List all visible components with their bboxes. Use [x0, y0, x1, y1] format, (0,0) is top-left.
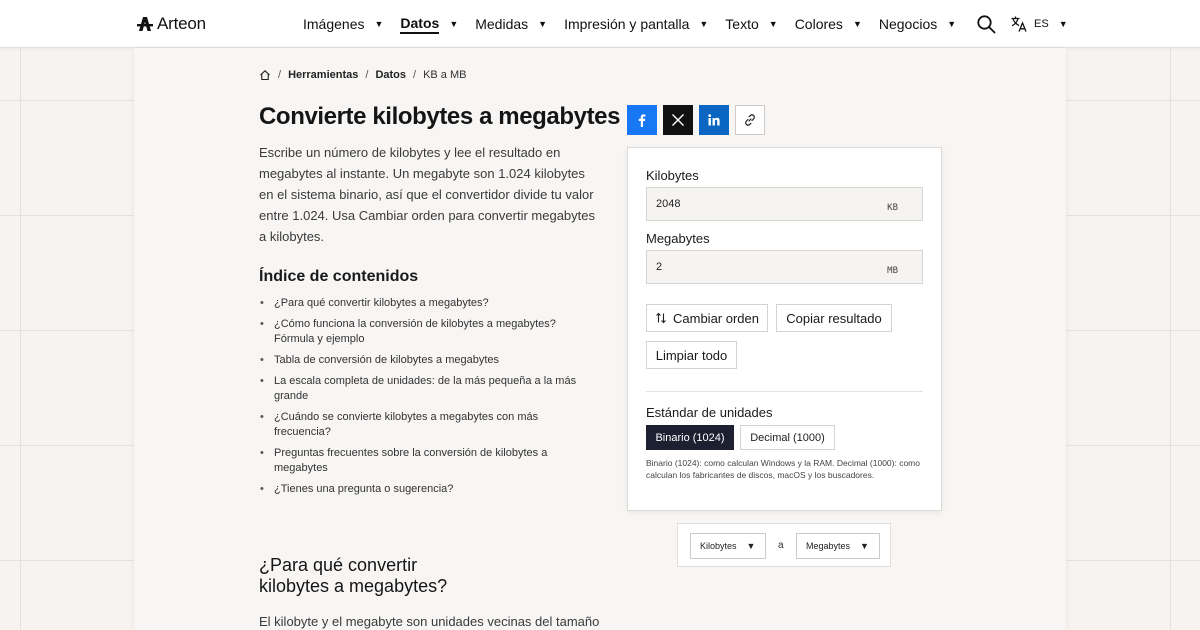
search-icon[interactable]	[976, 14, 996, 34]
chevron-down-icon: ▼	[538, 19, 548, 29]
home-icon[interactable]	[259, 69, 271, 81]
kb-unit-label: KB	[887, 203, 898, 213]
breadcrumb-current: KB a MB	[423, 69, 467, 81]
nav-item-impresion-pantalla[interactable]	[564, 0, 708, 48]
nav-item-medidas[interactable]	[475, 0, 547, 48]
nav-item-negocios[interactable]	[879, 0, 956, 48]
nav-label: Colores	[794, 16, 843, 32]
nav-label: Negocios	[878, 16, 938, 32]
binary-standard-toggle[interactable]: Binario (1024)	[646, 425, 734, 450]
breadcrumb-separator: /	[365, 69, 369, 81]
share-buttons	[627, 105, 765, 135]
chevron-down-icon: ▼	[852, 19, 862, 29]
nav-label: Impresión y pantalla	[564, 16, 690, 32]
nav-label: Imágenes	[303, 16, 365, 32]
breadcrumb-link-herramientas[interactable]: Herramientas	[288, 69, 359, 81]
logo-text: Arteon	[157, 14, 206, 33]
unit-selector-bar	[677, 523, 891, 567]
kilobytes-label: Kilobytes	[646, 168, 699, 183]
swap-vertical-icon	[655, 312, 667, 324]
chevron-down-icon: ▼	[1058, 19, 1068, 29]
nav-label: Datos	[400, 15, 439, 34]
toc-link[interactable]: • ¿Cómo funciona la conversión de kilobytes a megabytes? Fórmula y ejemplo	[259, 317, 589, 347]
breadcrumb-link-datos[interactable]: Datos	[375, 69, 407, 81]
megabytes-label: Megabytes	[646, 231, 710, 246]
language-code: ES	[1034, 18, 1049, 30]
nav-item-texto[interactable]	[725, 0, 777, 48]
top-navigation-bar	[0, 0, 1200, 48]
chevron-down-icon: ▼	[374, 19, 384, 29]
to-unit-select[interactable]	[796, 533, 880, 559]
intro-paragraph: Escribe un número de kilobytes y lee el resultado en megabytes al instante. Un megabyte son 1.024 kilobytes en el sistema binario, así que el convertidor divide tu valor entre 1.024. Usa Cambiar orden para convertir megabytes a kilobytes.	[259, 145, 596, 244]
megabytes-field-wrapper	[646, 250, 923, 284]
toc-link[interactable]: • ¿Cuándo se convierte kilobytes a megabytes con más frecuencia?	[259, 410, 589, 440]
share-facebook-button[interactable]	[627, 105, 657, 135]
toc-link[interactable]: • ¿Para qué convertir kilobytes a megabytes?	[259, 296, 589, 311]
nav-item-imagenes[interactable]	[303, 0, 383, 48]
to-unit-value: Megabytes	[806, 541, 851, 551]
translate-icon	[1010, 15, 1028, 33]
chevron-down-icon: ▼	[768, 19, 778, 29]
linkedin-icon	[707, 113, 721, 127]
language-selector[interactable]	[1010, 15, 1068, 33]
share-linkedin-button[interactable]	[699, 105, 729, 135]
chevron-down-icon: ▼	[699, 19, 709, 29]
arteon-logo-icon	[137, 16, 153, 32]
share-x-button[interactable]	[663, 105, 693, 135]
toc-link[interactable]: • Preguntas frecuentes sobre la conversión de kilobytes a megabytes	[259, 446, 589, 476]
section-heading-line: kilobytes a megabytes?	[259, 576, 448, 596]
from-unit-select[interactable]	[690, 533, 766, 559]
chevron-down-icon: ▼	[449, 19, 459, 29]
breadcrumb-separator: /	[278, 69, 282, 81]
x-logo-icon	[671, 113, 685, 127]
section-paragraph: El kilobyte y el megabyte son unidades vecinas del tamaño	[259, 614, 600, 629]
table-of-contents	[259, 296, 589, 503]
copy-result-button[interactable]: Copiar resultado	[776, 304, 892, 332]
panel-divider	[646, 391, 923, 392]
chevron-down-icon: ▼	[860, 541, 869, 551]
swap-order-button[interactable]	[646, 304, 768, 332]
toc-title: Índice de contenidos	[259, 268, 419, 285]
unit-standard-note: Binario (1024): como calculan Windows y la RAM. Decimal (1000): como calculan los fabricantes de discos, macOS y los buscadores.	[646, 458, 920, 480]
breadcrumb-separator: /	[413, 69, 417, 81]
toc-link[interactable]: • La escala completa de unidades: de la más pequeña a la más grande	[259, 374, 589, 404]
clear-all-button[interactable]: Limpiar todo	[646, 341, 737, 369]
section-heading-line: ¿Para qué convertir	[259, 555, 418, 575]
nav-label: Medidas	[475, 16, 529, 32]
link-icon	[743, 113, 757, 127]
swap-order-label: Cambiar orden	[673, 310, 759, 326]
kilobytes-field-wrapper	[646, 187, 923, 221]
decimal-standard-toggle[interactable]: Decimal (1000)	[740, 425, 835, 450]
megabytes-output[interactable]	[647, 251, 847, 283]
chevron-down-icon: ▼	[746, 541, 756, 551]
nav-item-colores[interactable]	[795, 0, 862, 48]
from-unit-value: Kilobytes	[700, 541, 737, 551]
kilobytes-input[interactable]	[647, 188, 847, 220]
facebook-icon	[635, 113, 649, 127]
section-heading	[259, 555, 559, 597]
chevron-down-icon: ▼	[947, 19, 957, 29]
nav-item-datos[interactable]	[400, 0, 458, 48]
site-logo[interactable]	[137, 14, 206, 34]
main-nav	[303, 0, 973, 48]
nav-label: Texto	[725, 16, 759, 32]
toc-link[interactable]: • Tabla de conversión de kilobytes a megabytes	[259, 353, 589, 368]
unit-connector: a	[778, 540, 784, 551]
mb-unit-label: MB	[887, 266, 898, 276]
toc-link[interactable]: • ¿Tienes una pregunta o sugerencia?	[259, 482, 589, 497]
copy-link-button[interactable]	[735, 105, 765, 135]
converter-panel	[627, 147, 942, 511]
breadcrumb	[259, 69, 466, 81]
unit-standard-label: Estándar de unidades	[646, 405, 773, 420]
page-title: Convierte kilobytes a megabytes	[259, 103, 621, 130]
